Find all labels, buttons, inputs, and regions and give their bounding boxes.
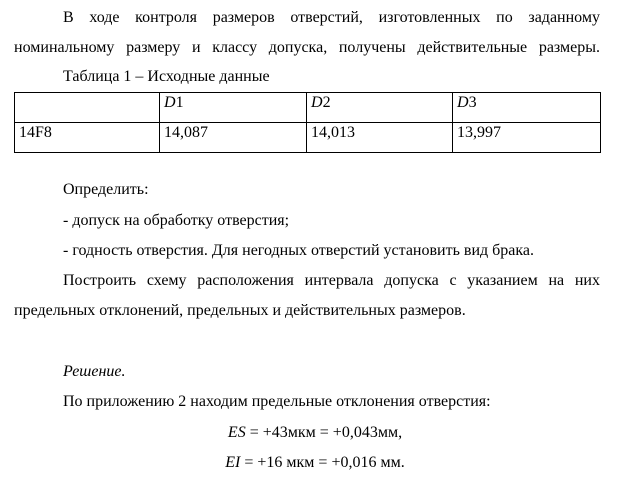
header-letter: D xyxy=(311,94,323,111)
formula-ei-value: = +16 мкм = +0,016 мм. xyxy=(240,454,405,471)
formula-ei xyxy=(0,453,630,473)
cell-d3-value: 13,997 xyxy=(453,123,601,153)
cell-designation: 14F8 xyxy=(15,123,160,153)
table-header-row xyxy=(15,93,601,123)
header-index: 2 xyxy=(322,94,331,111)
solution-text: По приложению 2 находим предельные отклонения отверстия: xyxy=(63,393,491,410)
cell-d2-value: 14,013 xyxy=(307,123,453,153)
intro-line-1: В ходе контроля размеров отверстий, изготовленных по заданному xyxy=(63,9,600,26)
cell-d1-value: 14,087 xyxy=(160,123,307,153)
table-caption: Таблица 1 – Исходные данные xyxy=(63,68,270,85)
task-heading: Определить: xyxy=(63,181,149,198)
solution-heading: Решение. xyxy=(63,363,126,380)
task-build-line-2: предельных отклонений, предельных и действительных размеров. xyxy=(14,302,466,319)
table-row xyxy=(15,123,601,153)
header-index: 3 xyxy=(468,94,477,111)
intro-line-2: номинальному размеру и классу допуска, получены действительные размеры. xyxy=(14,39,600,56)
header-cell-empty xyxy=(15,93,160,123)
task-item-2: - годность отверстия. Для негодных отверстий установить вид брака. xyxy=(63,242,535,259)
header-index: 1 xyxy=(175,94,184,111)
task-build-line-1: Построить схему расположения интервала допуска с указанием на них xyxy=(63,272,600,289)
header-cell-d1 xyxy=(160,93,307,123)
header-letter: D xyxy=(457,94,469,111)
formula-es xyxy=(0,423,630,443)
header-letter: D xyxy=(164,94,176,111)
header-cell-d3 xyxy=(453,93,601,123)
formula-es-value: = +43мкм = +0,043мм, xyxy=(245,424,403,441)
header-cell-d2 xyxy=(307,93,453,123)
formula-ei-symbol: EI xyxy=(225,454,241,471)
source-data-table xyxy=(14,92,601,153)
formula-es-symbol: ES xyxy=(227,424,246,441)
task-item-1: - допуск на обработку отверстия; xyxy=(63,212,290,229)
